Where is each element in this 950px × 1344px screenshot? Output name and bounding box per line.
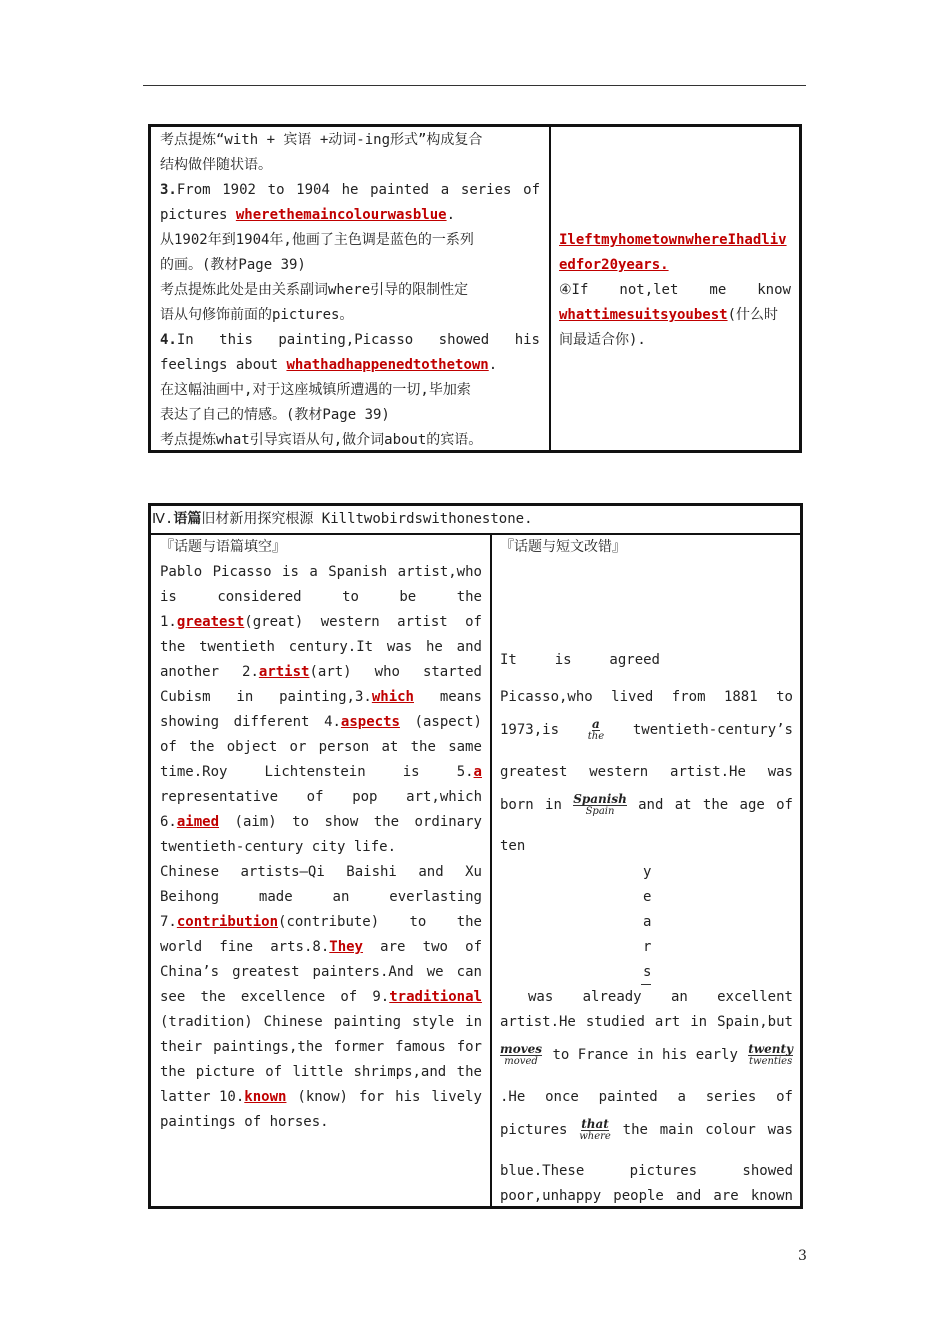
passage-line: pictures that where the main colour was xyxy=(500,1117,793,1142)
vertical-letter: s xyxy=(643,964,652,980)
answer-3: wherethemaincolourwasblue xyxy=(235,207,447,223)
passage-line: 6.aimed (aim) to show the ordinary xyxy=(160,814,482,830)
passage-line: another 2.artist(art) who started xyxy=(160,664,482,680)
passage-line: 7.contribution(contribute) to the xyxy=(160,914,482,930)
key-point-line: 考点提炼what引导宾语从句,做介词about的宾语。 xyxy=(160,432,483,448)
passage-line: the picture of little shrimps,and the xyxy=(160,1064,482,1080)
answer-right-1: IleftmyhometownwhereIhadliv xyxy=(559,232,787,248)
vertical-letter: e xyxy=(643,889,652,905)
item-4-line-2: feelings about whathadhappenedtothetown. xyxy=(160,357,498,373)
passage-line: born in Spanish Spain and at the age of xyxy=(500,792,793,817)
passage-line: their paintings,the former famous for xyxy=(160,1039,482,1055)
passage-line: 1.greatest(great) western artist of xyxy=(160,614,482,630)
item-3-line-2: pictures wherethemaincolourwasblue. xyxy=(160,207,456,223)
passage-line: Cubism in painting,3.which means xyxy=(160,689,482,705)
passage-line: paintings of horses. xyxy=(160,1114,329,1130)
answer-4: whathadhappenedtothetown xyxy=(286,357,489,373)
item-4-line-1: 4.In this painting,Picasso showed his xyxy=(160,332,540,348)
passage-line: poor,unhappy people and are known xyxy=(500,1188,793,1204)
right-title: 『话题与短文改错』 xyxy=(500,539,626,555)
passage-line: 1973,is a the twentieth-century’s xyxy=(500,717,793,742)
passage-line: is considered to be the xyxy=(160,589,482,605)
correction-mark: Spanish Spain xyxy=(573,792,627,817)
passage-line: time.Roy Lichtenstein is 5.a xyxy=(160,764,482,780)
passage-line: Pablo Picasso is a Spanish artist,who xyxy=(160,564,482,580)
left-title: 『话题与语篇填空』 xyxy=(160,539,286,555)
translation-line: 从1902年到1904年,他画了主色调是蓝色的一系列 xyxy=(160,232,474,248)
passage-line: ten xyxy=(500,838,526,854)
passage-line: Beihong made an everlasting xyxy=(160,889,482,905)
passage-line: blue.These pictures showed xyxy=(500,1163,793,1179)
page-number: 3 xyxy=(798,1248,807,1264)
question-4-line: ④If not,let me know xyxy=(559,282,791,298)
passage-line: artist.He studied art in Spain,but xyxy=(500,1014,793,1030)
column-divider xyxy=(490,533,492,1206)
passage-line: showing different 4.aspects (aspect) xyxy=(160,714,482,730)
passage-line: twentieth-century city life. xyxy=(160,839,397,855)
question-4-translation: 间最适合你). xyxy=(559,332,646,348)
underline-mark xyxy=(641,984,651,985)
passage-line: It is agreed xyxy=(500,652,660,668)
correction-mark: that where xyxy=(579,1117,611,1142)
passage-line: latter 10.known (know) for his lively xyxy=(160,1089,482,1105)
translation-line: 的画。(教材Page 39) xyxy=(160,257,306,273)
passage-line: of the object or person at the same xyxy=(160,739,482,755)
column-divider xyxy=(549,127,551,450)
correction-mark: twenty twenties xyxy=(748,1042,793,1067)
translation-line: 在这幅油画中,对于这座城镇所遭遇的一切,毕加索 xyxy=(160,382,471,398)
correction-mark: a the xyxy=(587,717,605,742)
translation-line: 表达了自己的情感。(教材Page 39) xyxy=(160,407,390,423)
passage-line: the twentieth century.It was he and xyxy=(160,639,482,655)
section-header: Ⅳ.语篇旧材新用探究根源 Killtwobirdswithonestone. xyxy=(152,511,533,527)
table-2 xyxy=(148,503,803,1209)
passage-line: representative of pop art,which xyxy=(160,789,482,805)
passage-line: China’s greatest painters.And we can xyxy=(160,964,482,980)
key-point-line: 考点提炼“with + 宾语 +动词-ing形式”构成复合 xyxy=(160,132,483,148)
key-point-line: 结构做伴随状语。 xyxy=(160,157,272,173)
key-point-line: 语从句修饰前面的pictures。 xyxy=(160,307,354,323)
passage-line: greatest western artist.He was xyxy=(500,764,793,780)
answer-right-2: edfor20years. xyxy=(559,257,669,273)
question-4-answer: whattimesuitsyoubest(什么时 xyxy=(559,307,779,323)
passage-line: moves moved to France in his early twenty twenties xyxy=(500,1042,793,1067)
table-1 xyxy=(148,124,802,453)
passage-line: see the excellence of 9.traditional xyxy=(160,989,482,1005)
key-point-line: 考点提炼此处是由关系副词where引导的限制性定 xyxy=(160,282,469,298)
passage-line: .He once painted a series of xyxy=(500,1089,793,1105)
item-3-line-1: 3.From 1902 to 1904 he painted a series of xyxy=(160,182,540,198)
passage-line: Chinese artists—Qi Baishi and Xu xyxy=(160,864,482,880)
passage-line: (tradition) Chinese painting style in xyxy=(160,1014,482,1030)
passage-line: world fine arts.8.They are two of xyxy=(160,939,482,955)
vertical-letter: r xyxy=(643,939,652,955)
vertical-letter: a xyxy=(643,914,652,930)
passage-line: was already an excellent xyxy=(528,989,793,1005)
correction-mark: moves moved xyxy=(500,1042,543,1067)
passage-line: Picasso,who lived from 1881 to xyxy=(500,689,793,705)
vertical-letter: y xyxy=(643,864,652,880)
top-rule xyxy=(143,85,806,86)
